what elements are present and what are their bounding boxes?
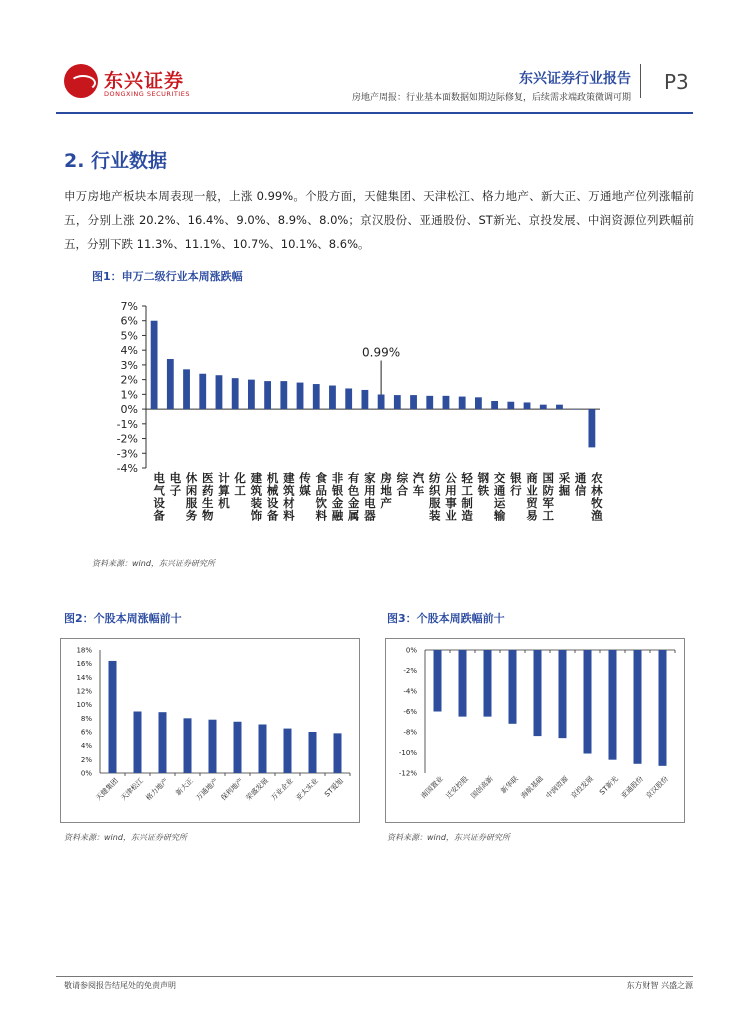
x-tick-label: 房地产 bbox=[380, 471, 392, 510]
bar bbox=[584, 650, 592, 754]
section-paragraph: 申万房地产板块本周表现一般，上涨 0.99%。个股方面，天健集团、天津松江、格力地产、新大正、万通地产位列涨幅前五，分别上涨 20.2%、16.4%、9.0%、8.9%、8.0%；京汉股份、亚通股份、ST新光、京投发展、中润资源位列跌幅前五，分别下跌 11.3%、11.1%、10.7%、10.1%、8.6%。 bbox=[64, 189, 694, 251]
bar bbox=[659, 650, 667, 766]
bar bbox=[394, 395, 401, 409]
y-tick-label: 0% bbox=[120, 403, 138, 417]
bar bbox=[234, 722, 242, 773]
x-tick-label: 保利地产 bbox=[219, 776, 245, 803]
bar bbox=[491, 401, 498, 409]
x-tick-label: 计算机 bbox=[218, 471, 230, 510]
header-rule bbox=[56, 112, 693, 114]
y-tick-label: 4% bbox=[120, 344, 138, 358]
bar bbox=[426, 396, 433, 409]
x-tick-label: 京投发展 bbox=[569, 774, 595, 801]
y-tick-label: 0% bbox=[80, 769, 92, 778]
figure1-chart bbox=[90, 290, 610, 550]
y-tick-label: 6% bbox=[120, 314, 138, 328]
x-tick-label: 万通地产 bbox=[194, 776, 220, 803]
x-tick-label: 国防军工 bbox=[542, 471, 554, 523]
bar bbox=[248, 380, 255, 409]
y-tick-label: -10% bbox=[398, 749, 417, 757]
bar bbox=[556, 405, 563, 409]
bar bbox=[216, 375, 223, 409]
bar bbox=[159, 712, 167, 773]
y-tick-label: 7% bbox=[120, 300, 138, 313]
x-tick-label: 传媒 bbox=[299, 471, 311, 498]
bar bbox=[309, 732, 317, 773]
footer-rule bbox=[56, 976, 693, 977]
x-tick-label: 商业贸易 bbox=[526, 471, 538, 523]
x-tick-label: 医药生物 bbox=[202, 471, 214, 523]
figure1-source: 资料来源：wind，东兴证券研究所 bbox=[92, 559, 215, 568]
bar bbox=[199, 374, 206, 409]
figure3-source: 资料来源：wind，东兴证券研究所 bbox=[387, 833, 510, 842]
bar bbox=[609, 650, 617, 760]
y-tick-label: 4% bbox=[80, 742, 92, 751]
footer-disclaimer: 敬请参阅报告结尾处的免责声明 bbox=[64, 981, 176, 990]
bar bbox=[378, 395, 385, 410]
x-tick-label: 采掘 bbox=[558, 471, 571, 498]
x-tick-label: 南国置业 bbox=[419, 774, 445, 801]
bar bbox=[280, 381, 287, 409]
x-tick-label: 化工 bbox=[234, 471, 246, 498]
y-tick-label: 0% bbox=[405, 646, 417, 655]
bar bbox=[524, 402, 531, 409]
logo-english: DONGXING SECURITIES bbox=[104, 90, 190, 98]
bar bbox=[284, 729, 292, 773]
x-tick-label: 电子 bbox=[169, 471, 182, 498]
bar bbox=[334, 733, 342, 773]
y-tick-label: -3% bbox=[116, 447, 138, 461]
x-tick-label: 家用电器 bbox=[364, 471, 376, 523]
x-tick-label: 亚太实业 bbox=[294, 776, 320, 803]
y-tick-label: 1% bbox=[120, 388, 138, 402]
bar bbox=[434, 650, 442, 712]
header-divider bbox=[640, 64, 641, 98]
footer-slogan: 东方财智 兴盛之源 bbox=[626, 981, 693, 990]
bar bbox=[184, 718, 192, 773]
x-tick-label: ST爱旭 bbox=[323, 776, 345, 799]
bar bbox=[345, 388, 352, 409]
x-tick-label: 通信 bbox=[574, 471, 587, 498]
y-tick-label: -8% bbox=[403, 728, 417, 737]
x-tick-label: 休闲服务 bbox=[185, 471, 198, 523]
y-tick-label: -2% bbox=[116, 432, 138, 446]
x-tick-label: 公用事业 bbox=[445, 471, 457, 523]
y-tick-label: 5% bbox=[120, 329, 138, 343]
y-tick-label: 12% bbox=[76, 687, 92, 696]
y-tick-label: 2% bbox=[120, 373, 138, 387]
x-tick-label: 迁安控股 bbox=[444, 774, 470, 801]
x-tick-label: 有色金属 bbox=[347, 471, 360, 523]
bar bbox=[313, 384, 320, 409]
x-tick-label: 建筑材料 bbox=[283, 471, 295, 523]
bar bbox=[151, 321, 158, 409]
x-tick-label: 电气设备 bbox=[153, 471, 165, 523]
figure2-chart bbox=[60, 638, 360, 823]
x-tick-label: 建筑装饰 bbox=[250, 471, 263, 523]
bar bbox=[209, 720, 217, 773]
x-tick-label: 综合 bbox=[396, 471, 409, 498]
y-tick-label: -6% bbox=[403, 708, 417, 716]
x-tick-label: 钢铁 bbox=[477, 471, 490, 498]
bar bbox=[559, 650, 567, 738]
report-subtitle: 房地产周报：行业基本面数据如期边际修复，后续需求端政策微调可期 bbox=[351, 93, 631, 103]
y-tick-label: 8% bbox=[80, 714, 92, 723]
x-tick-label: 新华联 bbox=[499, 774, 520, 796]
y-tick-label: 18% bbox=[76, 646, 92, 655]
figure2-source: 资料来源：wind，东兴证券研究所 bbox=[64, 833, 187, 842]
y-tick-label: -12% bbox=[398, 769, 417, 778]
x-tick-label: ST新光 bbox=[598, 774, 620, 797]
x-tick-label: 机械设备 bbox=[266, 471, 279, 523]
bar bbox=[588, 409, 595, 447]
bar bbox=[475, 397, 482, 409]
x-tick-label: 万业企业 bbox=[269, 776, 295, 803]
y-tick-label: 10% bbox=[76, 701, 92, 710]
bar bbox=[540, 405, 547, 409]
y-tick-label: -2% bbox=[403, 667, 417, 675]
y-tick-label: 16% bbox=[76, 660, 92, 669]
bar bbox=[634, 650, 642, 764]
x-tick-label: 天健集团 bbox=[94, 776, 120, 803]
x-tick-label: 纺织服装 bbox=[429, 471, 441, 523]
x-tick-label: 新大正 bbox=[174, 776, 195, 798]
figure3-chart bbox=[385, 638, 685, 823]
data-label: 0.99% bbox=[362, 345, 401, 360]
bar bbox=[443, 396, 450, 409]
y-tick-label: 6% bbox=[80, 728, 92, 737]
x-tick-label: 轻工制造 bbox=[461, 471, 473, 523]
y-tick-label: -4% bbox=[403, 687, 417, 696]
bar bbox=[572, 409, 579, 410]
x-tick-label: 格力地产 bbox=[144, 776, 170, 803]
x-tick-label: 农林牧渔 bbox=[591, 471, 603, 523]
x-tick-label: 非银金融 bbox=[331, 471, 344, 523]
page-number: P3 bbox=[664, 70, 689, 94]
logo-icon bbox=[64, 64, 98, 98]
bar bbox=[459, 397, 466, 410]
report-title: 东兴证券行业报告 bbox=[519, 71, 631, 87]
x-tick-label: 京汉股份 bbox=[644, 774, 670, 801]
bar bbox=[259, 724, 267, 773]
bar bbox=[232, 378, 239, 409]
y-tick-label: 3% bbox=[120, 358, 138, 372]
figure2-title: 图2：个股本周涨幅前十 bbox=[64, 612, 182, 625]
bar bbox=[297, 383, 304, 410]
bar bbox=[534, 650, 542, 736]
bar bbox=[134, 712, 142, 774]
figure1-title: 图1：申万二级行业本周涨跌幅 bbox=[92, 270, 243, 283]
x-tick-label: 国创高新 bbox=[469, 774, 495, 801]
bar bbox=[167, 359, 174, 409]
x-tick-label: 交通运输 bbox=[493, 471, 506, 523]
y-tick-label: -1% bbox=[116, 417, 138, 431]
section-title: 2. 行业数据 bbox=[64, 150, 168, 172]
logo-name: 东兴证券 bbox=[104, 70, 185, 92]
y-tick-label: 14% bbox=[76, 673, 92, 682]
bar bbox=[509, 650, 517, 724]
bar bbox=[410, 395, 417, 409]
bar bbox=[109, 661, 117, 773]
x-tick-label: 亚通股份 bbox=[619, 774, 645, 801]
y-tick-label: 2% bbox=[80, 755, 92, 764]
x-tick-label: 食品饮料 bbox=[315, 471, 327, 523]
bar bbox=[361, 390, 368, 409]
bar bbox=[329, 386, 336, 410]
bar bbox=[264, 381, 271, 409]
x-tick-label: 汽车 bbox=[412, 471, 425, 498]
y-tick-label: -4% bbox=[116, 462, 138, 475]
bar bbox=[484, 650, 492, 717]
x-tick-label: 荣盛发展 bbox=[244, 776, 270, 803]
bar bbox=[459, 650, 467, 717]
x-tick-label: 中润资源 bbox=[544, 774, 570, 801]
x-tick-label: 海航基础 bbox=[519, 774, 545, 801]
x-tick-label: 银行 bbox=[510, 471, 522, 498]
figure3-title: 图3：个股本周跌幅前十 bbox=[387, 612, 505, 625]
bar bbox=[183, 369, 190, 409]
x-tick-label: 天津松江 bbox=[119, 776, 145, 803]
bar bbox=[507, 402, 514, 409]
